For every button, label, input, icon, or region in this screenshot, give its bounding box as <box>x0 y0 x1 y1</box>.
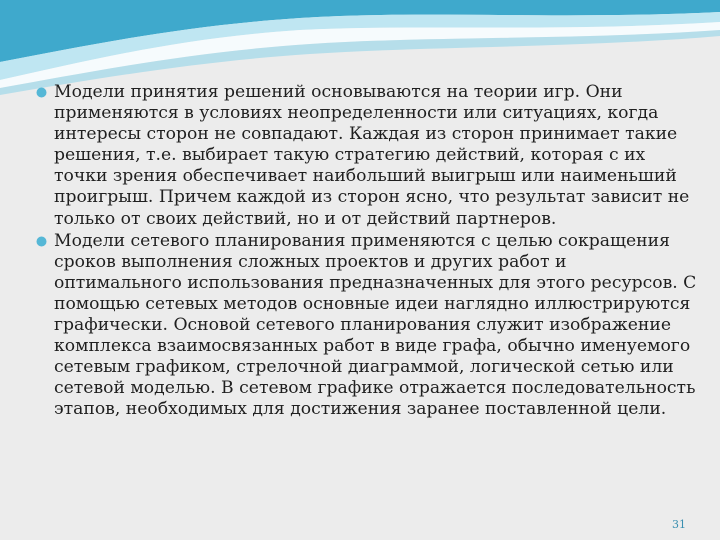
circle-bullet-icon <box>36 236 47 247</box>
bullet-text: Модели принятия решений основываются на теории игр. Они применяются в условиях неопределенности или ситуациях, когда интересы сторон не совпадают. Каждая из сторон принимает такие решения, т.е. выбирает такую стратегию действий, которая с их точки зрения обеспечивает наибольший выигрыш или наименьший проигрыш. Причем каждой из сторон ясно, что результат зависит не только от своих действий, но и от действий партнеров. <box>54 82 690 229</box>
circle-bullet-icon <box>36 87 47 98</box>
page-number: 31 <box>672 518 686 531</box>
slide-content <box>36 82 698 422</box>
bullet-item-network-planning <box>36 231 698 421</box>
header-wave-decoration <box>0 0 720 95</box>
bullet-item-game-theory <box>36 82 698 230</box>
bullet-text: Модели сетевого планирования применяются с целью сокращения сроков выполнения сложных проектов и других работ и оптимального использования предназначенных для этого ресурсов. С помощью сетевых методов основные идеи наглядно иллюстрируются графически. Основой сетевого планирования служит изображение комплекса взаимосвязанных работ в виде графа, обычно именуемого сетевым графиком, стрелочной диаграммой, логической сетью или сетевой моделью. В сетевом графике отражается последовательность этапов, необходимых для достижения заранее поставленной цели. <box>54 230 697 420</box>
